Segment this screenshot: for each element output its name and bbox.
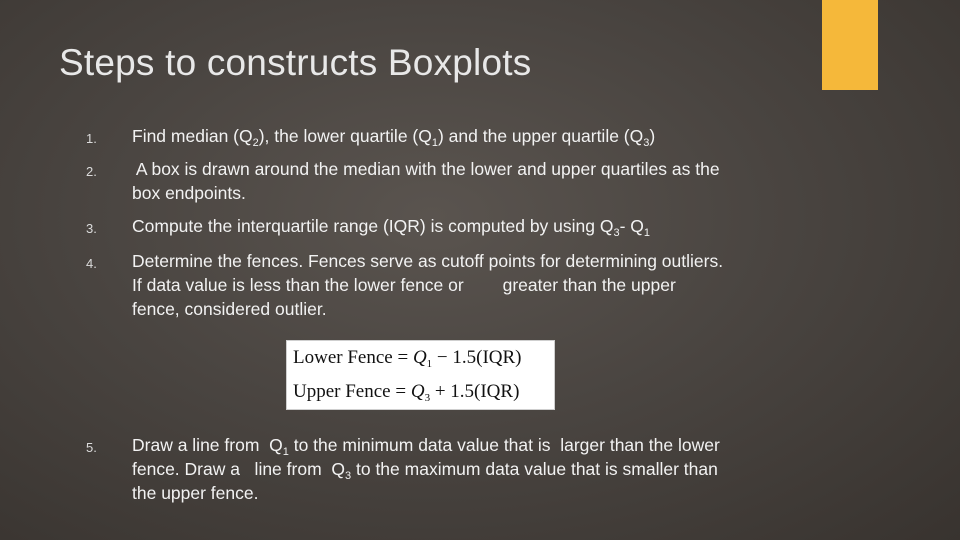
accent-bar (822, 0, 878, 90)
step-number: 4. (86, 256, 97, 271)
step-text: Compute the interquartile range (IQR) is computed by using $Q_3-$ $Q_1$ (132, 216, 651, 239)
step-number: 3. (86, 221, 97, 236)
step-number: 1. (86, 131, 97, 146)
fence-formula-image (286, 340, 555, 410)
step-text: Find median $(Q_2)$, the lower quartile $(Q_1)$ and the upper quartile $(Q_3)$ (132, 126, 656, 149)
step-text: A box is drawn around the median with the lower and upper quartiles as the box endpoints. (132, 159, 720, 203)
step-number: 5. (86, 440, 97, 455)
slide-title: Steps to constructs Boxplots (59, 42, 532, 83)
lower-fence-formula: Lower Fence = $Q_1 - 1.5(IQR)$ (293, 347, 522, 370)
step-number: 2. (86, 164, 97, 179)
step-text: Determine the fences. Fences serve as cutoff points for determining outliers. If data value is less than the lower fence or greater than the upper fence, considered outlier. (132, 251, 724, 319)
upper-fence-formula: Upper Fence = $Q_3 + 1.5(IQR)$ (293, 381, 520, 404)
step-text: Draw a line from $Q_1$ to the minimum data value that is larger than the lower fence. Draw a line from $Q_3$ to the maximum data value that is smaller than the upper fence. (132, 435, 720, 503)
